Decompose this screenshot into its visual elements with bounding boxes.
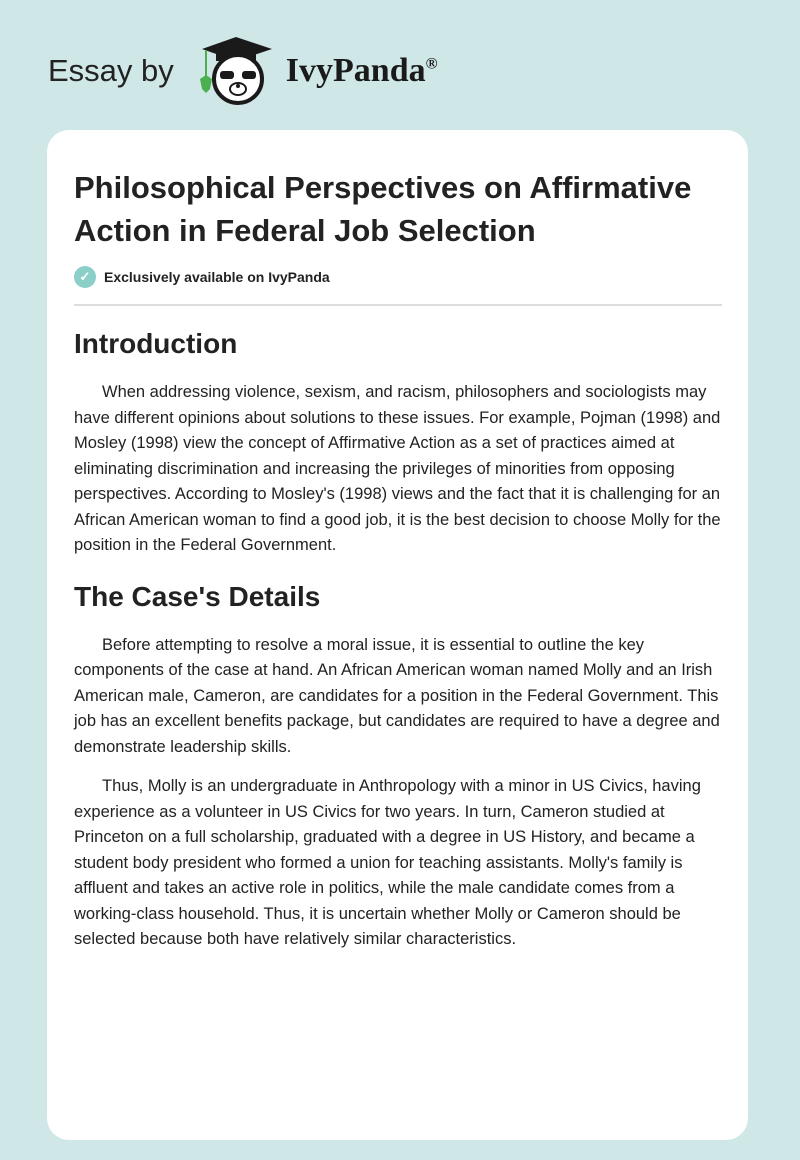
paragraph: When addressing violence, sexism, and racism, philosophers and sociologists may have different opinions about solutions to these issues. For example, Pojman (1998) and Mosley (1998) view the concept of Affirmative Action as a set of practices aimed at eliminating discrimination and increasing the privileges of minorities from opposing perspectives. According to Mosley's (1998) views and the fact that it is challenging for an African American woman to find a good job, it is the best decision to choose Molly for the position in the Federal Government. bbox=[74, 383, 721, 554]
paragraph: Thus, Molly is an undergraduate in Anthropology with a minor in US Civics, having experience as a volunteer in US Civics for two years. In turn, Cameron studied at Princeton on a full scholarship, graduated with a degree in US History, and became a student body president who formed a union for teaching assistants. Molly's family is affluent and takes an active role in politics, while the male candidate comes from a working-class household. Thus, it is uncertain whether Molly or Cameron should be selected because both have relatively similar characteristics. bbox=[74, 777, 701, 948]
section-heading: Introduction bbox=[74, 328, 238, 359]
brand-name[interactable] bbox=[286, 52, 438, 90]
brand-text: IvyPanda bbox=[285, 52, 426, 89]
essay-by-label: Essay by bbox=[48, 53, 174, 88]
badge-text: Exclusively available on IvyPanda bbox=[104, 269, 330, 285]
paragraph: Before attempting to resolve a moral issue, it is essential to outline the key components of the case at hand. An African American woman named Molly and an Irish American male, Cameron, are candidates for a position in the Federal Government. This job has an excellent benefits package, but candidates are required to have a degree and demonstrate leadership skills. bbox=[74, 635, 720, 756]
site-header bbox=[48, 36, 438, 106]
divider bbox=[74, 304, 722, 306]
registered-mark: ® bbox=[425, 55, 438, 73]
essay-title: Philosophical Perspectives on Affirmative Action in Federal Job Selection bbox=[74, 170, 692, 248]
section-heading: The Case's Details bbox=[74, 580, 321, 612]
essay-card bbox=[47, 130, 748, 1140]
check-icon: ✓ bbox=[74, 266, 96, 288]
ivypanda-logo-icon[interactable] bbox=[194, 35, 278, 107]
exclusive-badge bbox=[74, 266, 722, 288]
